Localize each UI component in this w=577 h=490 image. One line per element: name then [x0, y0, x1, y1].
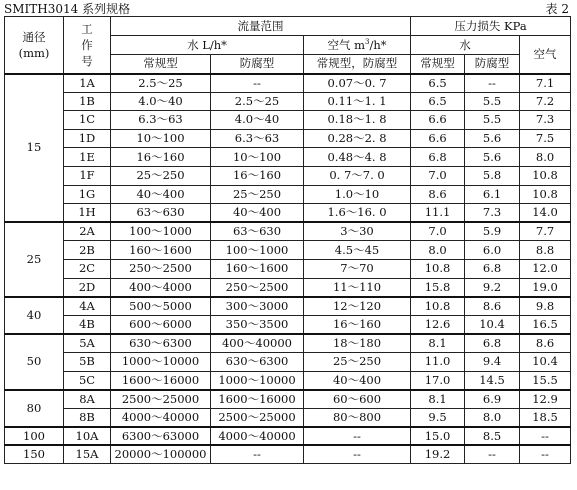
loss-water-anticorrosive-cell: -- — [465, 445, 520, 464]
header-flow-range: 流量范围 — [111, 17, 411, 36]
water-anticorrosive-cell: 100～1000 — [211, 241, 304, 260]
air-flow-cell: 0.11～1. 1 — [304, 92, 411, 111]
air-flow-cell: -- — [304, 445, 411, 464]
loss-water-anticorrosive-cell: -- — [465, 74, 520, 93]
loss-water-regular-cell: 17.0 — [411, 371, 465, 390]
bore-cell: 50 — [5, 334, 64, 390]
table-row — [5, 278, 571, 297]
code-cell: 1E — [64, 148, 111, 167]
water-anticorrosive-cell: 10～100 — [211, 148, 304, 167]
loss-water-anticorrosive-cell: 5.5 — [465, 111, 520, 130]
loss-air-cell: 12.0 — [520, 259, 571, 278]
loss-air-cell: 10.8 — [520, 185, 571, 204]
water-anticorrosive-cell: 400～40000 — [211, 334, 304, 353]
code-cell: 1F — [64, 166, 111, 185]
loss-water-anticorrosive-cell: 6.8 — [465, 334, 520, 353]
code-cell: 2C — [64, 259, 111, 278]
series-title: SMITH3014 系列规格 — [4, 2, 131, 16]
air-flow-cell: 11～110 — [304, 278, 411, 297]
spec-table — [4, 16, 571, 464]
code-cell: 2A — [64, 222, 111, 241]
table-row — [5, 390, 571, 409]
loss-water-regular-cell: 6.6 — [411, 129, 465, 148]
loss-air-cell: 19.0 — [520, 278, 571, 297]
loss-air-cell: 7.5 — [520, 129, 571, 148]
water-regular-cell: 25～250 — [111, 166, 211, 185]
water-anticorrosive-cell: 40～400 — [211, 204, 304, 223]
bore-cell: 150 — [5, 445, 64, 464]
water-anticorrosive-cell: 4000～40000 — [211, 427, 304, 446]
header-code-char: 号 — [81, 53, 93, 68]
header-pressure-loss: 压力损失 KPa — [411, 17, 571, 36]
table-caption — [4, 2, 569, 16]
water-regular-cell: 2500～25000 — [111, 390, 211, 409]
loss-water-regular-cell: 15.0 — [411, 427, 465, 446]
water-regular-cell: 500～5000 — [111, 297, 211, 316]
loss-water-anticorrosive-cell: 6.0 — [465, 241, 520, 260]
air-flow-cell: 40～400 — [304, 371, 411, 390]
bore-cell: 80 — [5, 390, 64, 427]
loss-air-cell: 9.8 — [520, 297, 571, 316]
air-flow-cell: 1.0～10 — [304, 185, 411, 204]
table-row — [5, 185, 571, 204]
loss-water-anticorrosive-cell: 6.8 — [465, 259, 520, 278]
loss-water-regular-cell: 6.8 — [411, 148, 465, 167]
loss-water-regular-cell: 8.0 — [411, 241, 465, 260]
water-anticorrosive-cell: -- — [211, 445, 304, 464]
loss-air-cell: 7.2 — [520, 92, 571, 111]
table-row — [5, 166, 571, 185]
table-row — [5, 427, 571, 446]
table-row — [5, 334, 571, 353]
loss-water-regular-cell: 12.6 — [411, 315, 465, 334]
header-code — [64, 17, 111, 74]
loss-water-anticorrosive-cell: 7.3 — [465, 204, 520, 223]
loss-air-cell: -- — [520, 445, 571, 464]
air-flow-prefix: 空气 m — [327, 37, 366, 52]
water-anticorrosive-cell: 63～630 — [211, 222, 304, 241]
bore-cell: 15 — [5, 74, 64, 223]
loss-water-regular-cell: 8.1 — [411, 390, 465, 409]
air-flow-cell: 0. 7～7. 0 — [304, 166, 411, 185]
loss-water-anticorrosive-cell: 10.4 — [465, 315, 520, 334]
loss-water-anticorrosive-cell: 8.5 — [465, 427, 520, 446]
loss-water-anticorrosive-cell: 6.1 — [465, 185, 520, 204]
table-row — [5, 445, 571, 464]
table-row — [5, 352, 571, 371]
water-anticorrosive-cell: 350～3500 — [211, 315, 304, 334]
loss-water-anticorrosive-cell: 5.8 — [465, 166, 520, 185]
water-regular-cell: 600～6000 — [111, 315, 211, 334]
table-row — [5, 259, 571, 278]
water-regular-cell: 1000～10000 — [111, 352, 211, 371]
table-row — [5, 74, 571, 93]
loss-water-anticorrosive-cell: 5.6 — [465, 148, 520, 167]
water-regular-cell: 16～160 — [111, 148, 211, 167]
loss-water-regular-cell: 6.5 — [411, 92, 465, 111]
air-flow-cell: 0.28～2. 8 — [304, 129, 411, 148]
table-row — [5, 204, 571, 223]
code-cell: 8A — [64, 390, 111, 409]
water-regular-cell: 400～4000 — [111, 278, 211, 297]
air-flow-cell: 4.5～45 — [304, 241, 411, 260]
table-row — [5, 241, 571, 260]
code-cell: 8B — [64, 408, 111, 427]
air-flow-cell: 7～70 — [304, 259, 411, 278]
air-flow-cell: 0.48～4. 8 — [304, 148, 411, 167]
bore-cell: 25 — [5, 222, 64, 296]
water-anticorrosive-cell: 1600～16000 — [211, 390, 304, 409]
air-flow-cell: 12～120 — [304, 297, 411, 316]
water-anticorrosive-cell: 160～1600 — [211, 259, 304, 278]
air-flow-cell: 25～250 — [304, 352, 411, 371]
loss-water-regular-cell: 19.2 — [411, 445, 465, 464]
table-row — [5, 222, 571, 241]
header-air-flow — [304, 36, 411, 55]
header-bore-label: 通径 — [22, 29, 46, 44]
loss-air-cell: 7.7 — [520, 222, 571, 241]
loss-water-regular-cell: 10.8 — [411, 297, 465, 316]
loss-water-regular-cell: 11.1 — [411, 204, 465, 223]
header-bore-unit: (mm) — [18, 45, 50, 60]
header-loss-regular: 常规型 — [411, 55, 465, 74]
header-water-regular: 常规型 — [111, 55, 211, 74]
header-water-anticorrosive: 防腐型 — [211, 55, 304, 74]
loss-air-cell: 10.4 — [520, 352, 571, 371]
header-air-loss: 空气 — [520, 36, 571, 74]
loss-water-anticorrosive-cell: 8.6 — [465, 297, 520, 316]
code-cell: 1A — [64, 74, 111, 93]
loss-water-anticorrosive-cell: 6.9 — [465, 390, 520, 409]
loss-air-cell: 18.5 — [520, 408, 571, 427]
water-regular-cell: 6.3～63 — [111, 111, 211, 130]
header-water-flow: 水 L/h* — [111, 36, 304, 55]
water-anticorrosive-cell: 4.0～40 — [211, 111, 304, 130]
code-cell: 1G — [64, 185, 111, 204]
table-number: 表 2 — [545, 2, 569, 16]
air-flow-sup: 3 — [365, 37, 370, 46]
code-cell: 1D — [64, 129, 111, 148]
water-regular-cell: 40～400 — [111, 185, 211, 204]
bore-cell: 100 — [5, 427, 64, 446]
loss-air-cell: 7.1 — [520, 74, 571, 93]
header-bore — [5, 17, 64, 74]
air-flow-cell: 3～30 — [304, 222, 411, 241]
code-cell: 10A — [64, 427, 111, 446]
water-regular-cell: 6300～63000 — [111, 427, 211, 446]
air-flow-cell: 0.07～0. 7 — [304, 74, 411, 93]
loss-water-regular-cell: 11.0 — [411, 352, 465, 371]
water-anticorrosive-cell: 300～3000 — [211, 297, 304, 316]
water-anticorrosive-cell: 6.3～63 — [211, 129, 304, 148]
loss-water-regular-cell: 8.1 — [411, 334, 465, 353]
loss-water-regular-cell: 7.0 — [411, 222, 465, 241]
code-cell: 15A — [64, 445, 111, 464]
loss-water-regular-cell: 7.0 — [411, 166, 465, 185]
loss-water-anticorrosive-cell: 9.4 — [465, 352, 520, 371]
loss-air-cell: 12.9 — [520, 390, 571, 409]
code-cell: 2B — [64, 241, 111, 260]
table-row — [5, 111, 571, 130]
water-regular-cell: 630～6300 — [111, 334, 211, 353]
loss-air-cell: 8.0 — [520, 148, 571, 167]
code-cell: 4B — [64, 315, 111, 334]
table-row — [5, 315, 571, 334]
table-row — [5, 371, 571, 390]
code-cell: 1H — [64, 204, 111, 223]
water-regular-cell: 100～1000 — [111, 222, 211, 241]
table-row — [5, 148, 571, 167]
water-anticorrosive-cell: 25～250 — [211, 185, 304, 204]
code-cell: 4A — [64, 297, 111, 316]
water-regular-cell: 4.0～40 — [111, 92, 211, 111]
water-anticorrosive-cell: 630～6300 — [211, 352, 304, 371]
code-cell: 1B — [64, 92, 111, 111]
air-flow-cell: 80～800 — [304, 408, 411, 427]
loss-water-regular-cell: 10.8 — [411, 259, 465, 278]
water-anticorrosive-cell: 16～160 — [211, 166, 304, 185]
air-flow-cell: -- — [304, 427, 411, 446]
loss-water-anticorrosive-cell: 8.0 — [465, 408, 520, 427]
loss-water-anticorrosive-cell: 14.5 — [465, 371, 520, 390]
header-code-char: 工 — [81, 21, 93, 36]
table-row — [5, 297, 571, 316]
header-code-char: 作 — [81, 37, 93, 52]
loss-air-cell: 8.8 — [520, 241, 571, 260]
loss-air-cell: -- — [520, 427, 571, 446]
water-anticorrosive-cell: 2500～25000 — [211, 408, 304, 427]
water-anticorrosive-cell: -- — [211, 74, 304, 93]
table-row — [5, 129, 571, 148]
loss-water-regular-cell: 6.6 — [411, 111, 465, 130]
loss-water-anticorrosive-cell: 5.6 — [465, 129, 520, 148]
loss-air-cell: 10.8 — [520, 166, 571, 185]
table-body — [5, 74, 571, 464]
air-flow-cell: 18～180 — [304, 334, 411, 353]
table-row — [5, 92, 571, 111]
loss-water-regular-cell: 15.8 — [411, 278, 465, 297]
loss-water-anticorrosive-cell: 9.2 — [465, 278, 520, 297]
loss-air-cell: 16.5 — [520, 315, 571, 334]
water-anticorrosive-cell: 1000～10000 — [211, 371, 304, 390]
loss-air-cell: 14.0 — [520, 204, 571, 223]
water-regular-cell: 4000～40000 — [111, 408, 211, 427]
air-flow-cell: 16～160 — [304, 315, 411, 334]
water-regular-cell: 160～1600 — [111, 241, 211, 260]
loss-water-anticorrosive-cell: 5.9 — [465, 222, 520, 241]
loss-water-anticorrosive-cell: 5.5 — [465, 92, 520, 111]
loss-water-regular-cell: 9.5 — [411, 408, 465, 427]
air-flow-cell: 1.6～16. 0 — [304, 204, 411, 223]
header-loss-anticorrosive: 防腐型 — [465, 55, 520, 74]
water-regular-cell: 10～100 — [111, 129, 211, 148]
loss-air-cell: 8.6 — [520, 334, 571, 353]
table-row — [5, 408, 571, 427]
water-regular-cell: 1600～16000 — [111, 371, 211, 390]
water-regular-cell: 20000～100000 — [111, 445, 211, 464]
bore-cell: 40 — [5, 297, 64, 334]
loss-water-regular-cell: 6.5 — [411, 74, 465, 93]
code-cell: 5C — [64, 371, 111, 390]
water-anticorrosive-cell: 2.5～25 — [211, 92, 304, 111]
code-cell: 2D — [64, 278, 111, 297]
air-flow-suffix: /h* — [369, 37, 387, 52]
water-regular-cell: 63～630 — [111, 204, 211, 223]
loss-air-cell: 15.5 — [520, 371, 571, 390]
code-cell: 5B — [64, 352, 111, 371]
water-regular-cell: 250～2500 — [111, 259, 211, 278]
water-anticorrosive-cell: 250～2500 — [211, 278, 304, 297]
air-flow-cell: 0.18～1. 8 — [304, 111, 411, 130]
loss-water-regular-cell: 8.6 — [411, 185, 465, 204]
water-regular-cell: 2.5～25 — [111, 74, 211, 93]
loss-air-cell: 7.3 — [520, 111, 571, 130]
header-water-loss: 水 — [411, 36, 520, 55]
code-cell: 5A — [64, 334, 111, 353]
code-cell: 1C — [64, 111, 111, 130]
header-air-types: 常规型，防腐型 — [304, 55, 411, 74]
air-flow-cell: 60～600 — [304, 390, 411, 409]
